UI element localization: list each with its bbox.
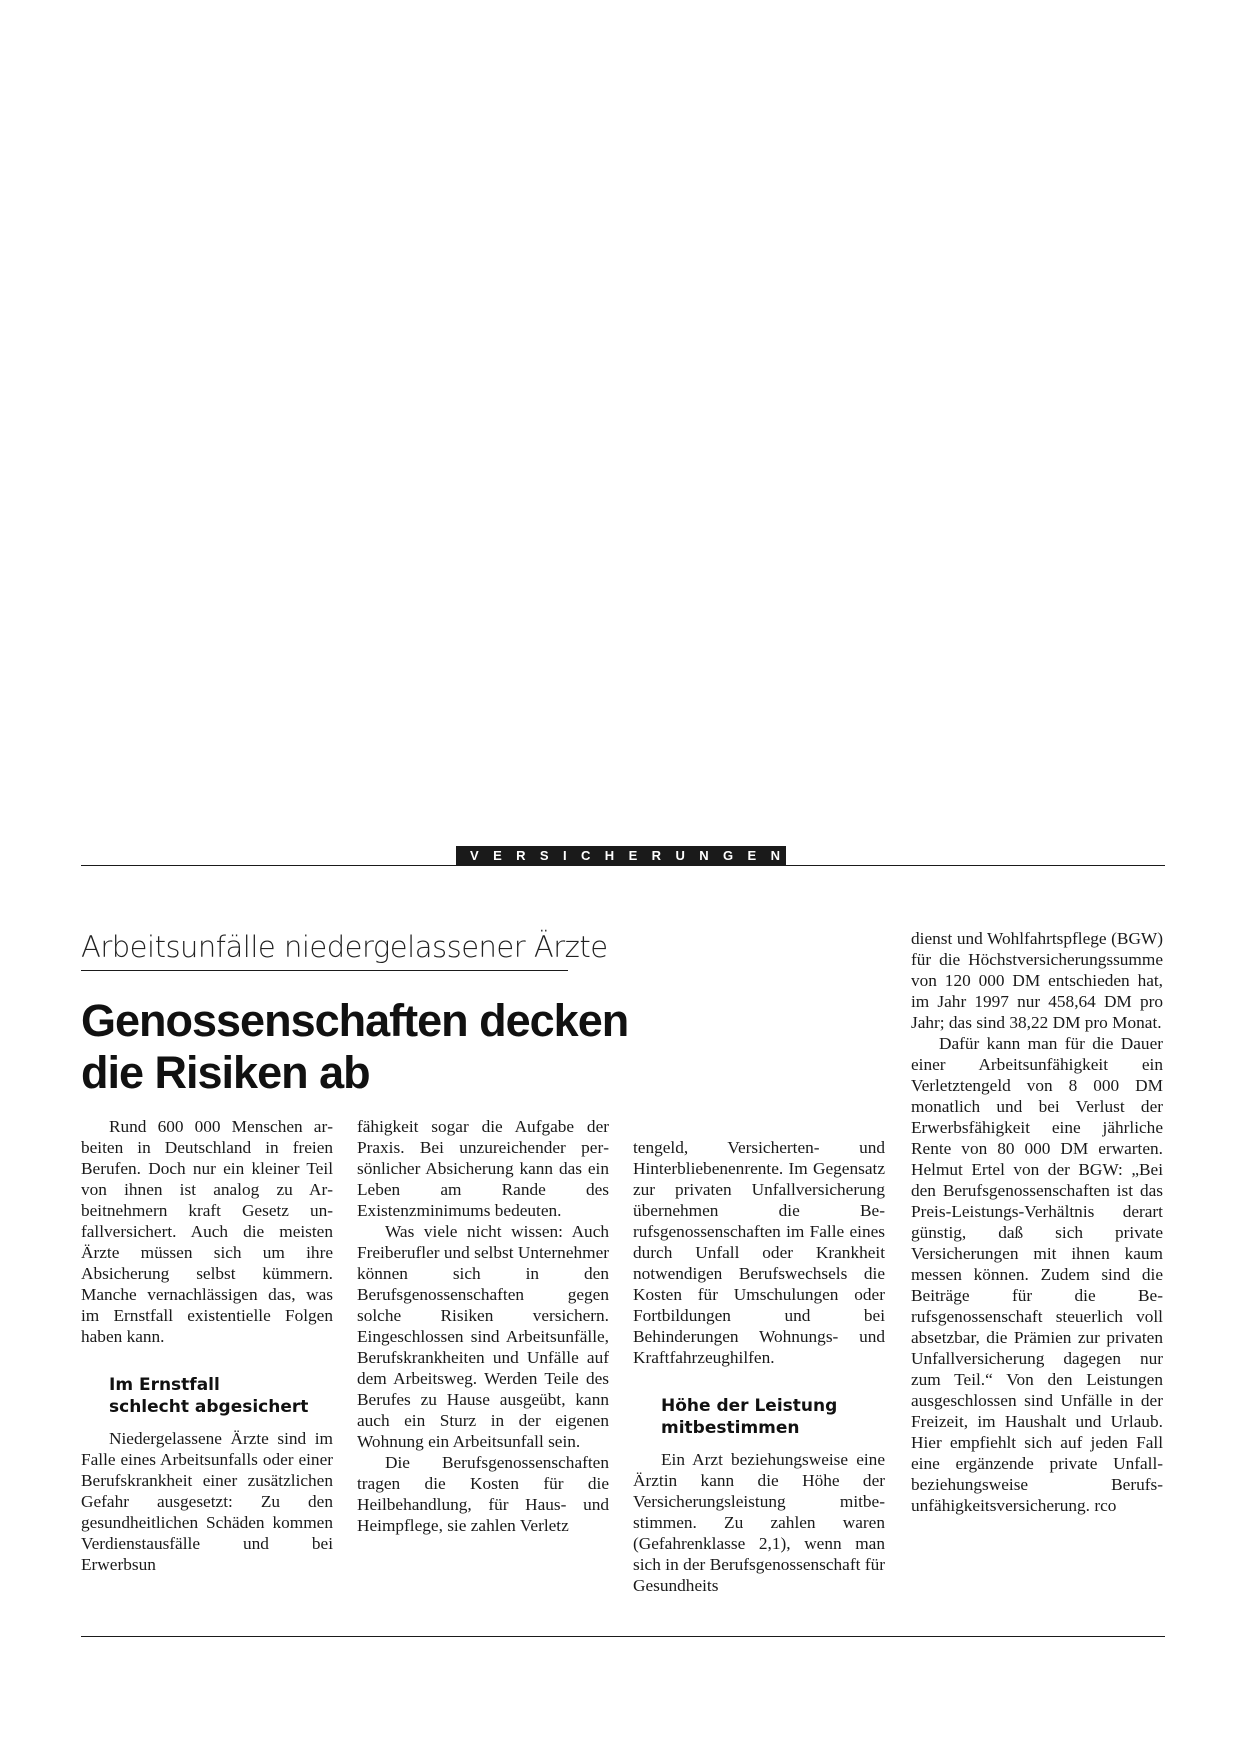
- top-rule: [81, 865, 1165, 866]
- paragraph: tengeld, Versicherten- und Hinterbliebenenrente. Im Gegensatz zur privaten Unfallversicherung übernehmen die Berufsgenossenschaften im Falle eines durch Unfall oder Krankheit notwendigen Berufswechsels die Kosten für Umschulungen oder Fortbildungen und bei Behinderungen Wohnungs- und Kraftfahrzeughilfen.: [633, 1138, 885, 1367]
- subheading-line-2: schlecht abgesichert: [109, 1397, 309, 1417]
- subheading: [109, 1374, 333, 1418]
- paragraph: Ein Arzt beziehungsweise eine Ärztin kann die Höhe der Versicherungsleistung mitbestimmen. Zu zahlen waren (Gefahrenklasse 2,1), wenn man sich in der Berufsgenossenschaft für Gesundheits: [633, 1450, 885, 1595]
- paragraph: Dafür kann man für die Dauer einer Arbeitsunfähigkeit ein Verletztengeld von 8 000 DM monatlich und bei Verlust der Erwerbsfähigkeit eine jährliche Rente von 80 000 DM erwarten. Helmut Ertel von der BGW: „Bei den Berufsgenossenschaften ist das Preis-Leistungs-Verhältnis derart günstig, daß sich private Versicherungen mit ihnen kaum messen können. Zudem sind die Beiträge für die Berufsgenossenschaft steuerlich voll absetzbar, die Prämien zur privaten Unfallversicherung dagegen nur zum Teil.“ Von den Leistungen ausgeschlossen sind Unfälle in der Freizeit, im Haushalt und Urlaub. Hier empfiehlt sich auf jeden Fall eine ergänzende private Unfall- beziehungsweise Berufsunfähigkeitsversicherung. rco: [911, 1034, 1163, 1515]
- paragraph: Niedergelassene Ärzte sind im Falle eines Arbeitsunfalls oder einer Berufskrankheit einer zusätzlichen Gefahr ausgesetzt: Zu den gesundheitlichen Schäden kommen Verdienstausfälle und bei Erwerbsun: [81, 1429, 333, 1574]
- paragraph: Was viele nicht wissen: Auch Freiberufler und selbst Unternehmer können sich in den Berufsgenossenschaften gegen solche Risiken versichern. Eingeschlossen sind Arbeitsunfälle, Berufskrankheiten und Unfälle auf dem Arbeitsweg. Werden Teile des Berufes zu Hause ausgeübt, kann auch ein Sturz in der eigenen Wohnung ein Arbeitsunfall sein.: [357, 1222, 609, 1451]
- bottom-rule: [81, 1636, 1165, 1637]
- paragraph: fähigkeit sogar die Aufgabe der Praxis. Bei unzureichender persönlicher Absicherung kann das ein Leben am Rande des Existenzminimums bedeuten.: [357, 1117, 609, 1220]
- article-column-3: [633, 1137, 885, 1596]
- article-column-1: [81, 1116, 333, 1575]
- subheading-line-1: Im Ernstfall: [109, 1375, 220, 1395]
- subheading-line-2: mitbestimmen: [661, 1418, 800, 1438]
- paragraph: Rund 600 000 Menschen arbeiten in Deutschland in freien Berufen. Doch nur ein kleiner Teil von ihnen ist analog zu Arbeitnehmern kraft Gesetz unfallversichert. Auch die meisten Ärzte müssen sich um ihre Absicherung selbst kümmern. Manche vernachlässigen das, was im Ernstfall existentielle Folgen haben kann.: [81, 1117, 333, 1346]
- headline-line-1: Genossenschaften decken: [81, 995, 629, 1046]
- section-label: VERSICHERUNGEN: [456, 846, 786, 865]
- paragraph: dienst und Wohlfahrtspflege (BGW) für die Höchstversicherungssumme von 120 000 DM entschieden hat, im Jahr 1997 nur 458,64 DM pro Jahr; das sind 38,22 DM pro Monat.: [911, 929, 1163, 1032]
- headline-line-2: die Risiken ab: [81, 1047, 370, 1098]
- article-headline: [81, 995, 781, 1099]
- subheading-line-1: Höhe der Leistung: [661, 1396, 838, 1416]
- paragraph: Die Berufsgenossenschaften tragen die Kosten für die Heilbehandlung, für Haus- und Heimpflege, sie zahlen Verletz: [357, 1453, 609, 1535]
- article-kicker: Arbeitsunfälle niedergelassener Ärzte: [81, 930, 568, 971]
- subheading: [661, 1395, 885, 1439]
- article-column-4: [911, 928, 1163, 1516]
- article-column-2: [357, 1116, 609, 1536]
